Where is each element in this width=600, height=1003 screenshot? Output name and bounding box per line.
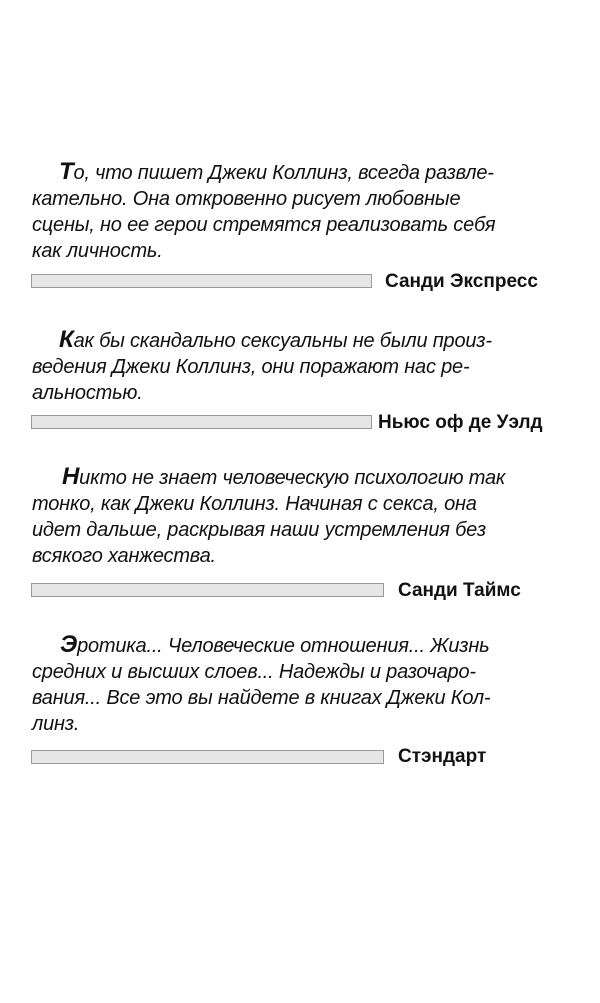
review-4-first-line: ротика... Человеческие отношения... Жизнь xyxy=(77,635,490,657)
review-1-first-line: о, что пишет Джеки Коллинз, всегда развле- xyxy=(73,162,494,184)
review-4-line-3: вания... Все это вы найдете в книгах Джеки Кол- xyxy=(32,687,491,709)
review-3-initial: Н xyxy=(62,463,80,490)
review-4-divider-bar xyxy=(31,750,384,764)
review-1-initial: Т xyxy=(59,158,74,185)
review-2-text xyxy=(32,327,492,406)
review-1-line-3: сцены, но ее герои стремятся реализовать себя xyxy=(32,214,496,236)
review-4-source: Стэндарт xyxy=(398,746,487,767)
review-2-line-1 xyxy=(32,327,492,354)
review-2-divider-bar xyxy=(31,415,372,429)
review-3-first-line: икто не знает человеческую психологию так xyxy=(79,467,506,489)
review-1-divider-bar xyxy=(31,274,372,288)
review-3-text xyxy=(32,464,505,569)
review-3-line-4: всякого ханжества. xyxy=(32,545,216,567)
review-3-source: Санди Таймс xyxy=(398,580,521,601)
review-4-line-4: линз. xyxy=(32,713,80,735)
review-3-divider-bar xyxy=(31,583,384,597)
review-1-line-4: как личность. xyxy=(32,240,163,262)
review-2-line-2: ведения Джеки Коллинз, они поражают нас ре- xyxy=(32,356,470,378)
review-3-line-3: идет дальше, раскрывая наши устремления без xyxy=(32,519,486,541)
review-3-line-1 xyxy=(32,464,505,491)
review-1-text xyxy=(32,159,495,264)
review-4-initial: Э xyxy=(60,631,78,658)
review-1-line-2: кательно. Она откровенно рисует любовные xyxy=(32,188,461,210)
review-4-line-2: средних и высших слоев... Надежды и разочаро- xyxy=(32,661,476,683)
review-3-line-2: тонко, как Джеки Коллинз. Начиная с секса, она xyxy=(32,493,477,515)
review-4-text xyxy=(32,632,490,737)
review-2-first-line: ак бы скандально сексуальны не были произ- xyxy=(73,330,492,352)
review-4-line-1 xyxy=(32,632,490,659)
review-2-source: Ньюс оф де Уэлд xyxy=(378,412,543,433)
review-2-initial: К xyxy=(59,326,74,353)
review-1-source: Санди Экспресс xyxy=(385,271,538,292)
review-1-line-1 xyxy=(32,159,495,186)
review-2-line-3: альностью. xyxy=(32,382,143,404)
